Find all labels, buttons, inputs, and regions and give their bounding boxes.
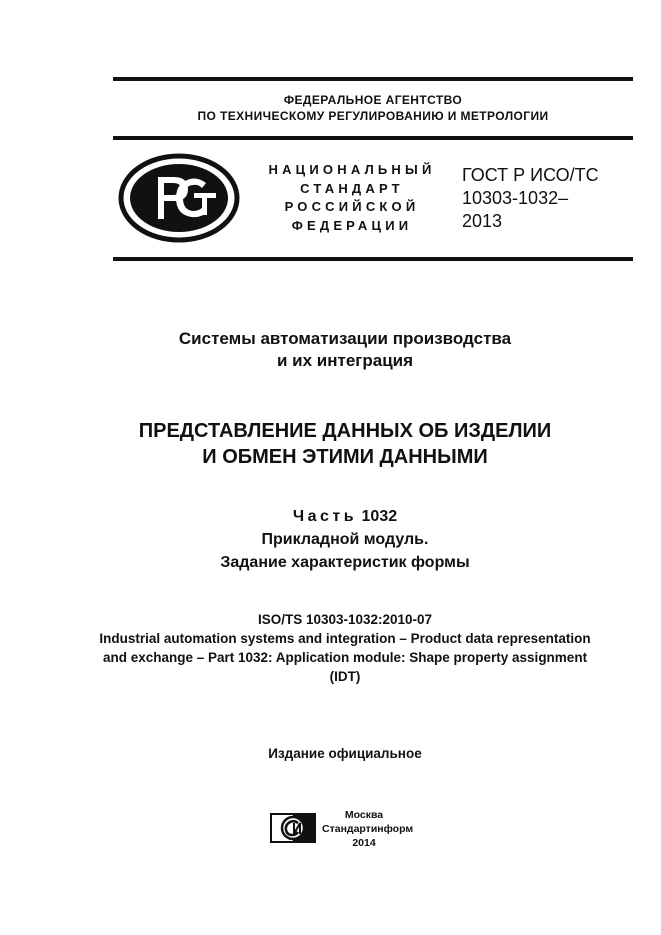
part-label: Часть [292,508,358,525]
standartinform-logo-icon [270,813,316,843]
rst-certification-logo-icon [118,153,240,243]
gost-line-3: 2013 [462,211,503,231]
national-line-4: ФЕДЕРАЦИИ [291,217,413,233]
agency-header [113,92,633,124]
standard-rule [113,257,633,261]
iso-line-1: Industrial automation systems and integration – Product data representation [99,631,591,646]
main-title-line-1: ПРЕДСТАВЛЕНИЕ ДАННЫХ ОБ ИЗДЕЛИИ [138,420,552,442]
iso-line-3: (IDT) [329,669,361,684]
main-title-line-2: И ОБМЕН ЭТИМИ ДАННЫМИ [202,446,488,468]
national-standard-label [247,161,457,235]
part-number: 1032 [361,508,398,525]
agency-line-2: ПО ТЕХНИЧЕСКОМУ РЕГУЛИРОВАНИЮ И МЕТРОЛОГИИ [197,109,549,123]
gost-designation [462,164,632,233]
series-title [20,328,661,372]
iso-reference [20,610,661,686]
header-rule [113,136,633,140]
national-line-1: НАЦИОНАЛЬНЫЙ [268,162,436,177]
publisher-year: 2014 [352,837,376,849]
national-line-3: РОССИЙСКОЙ [284,199,420,214]
edition-label: Издание официальное [268,746,422,761]
series-title-line-2: и их интеграция [276,351,414,370]
gost-line-2: 10303-1032– [462,188,569,208]
iso-code: ISO/TS 10303-1032:2010-07 [257,612,433,627]
part-heading [20,505,661,528]
agency-line-1: ФЕДЕРАЛЬНОЕ АГЕНТСТВО [283,93,463,107]
publisher-name: Стандартинформ [322,823,414,835]
part-title [20,505,661,574]
publisher-city: Москва [344,809,384,821]
series-title-line-1: Системы автоматизации производства [178,329,512,348]
publisher-block [322,808,414,850]
part-line-3: Задание характеристик формы [220,554,470,571]
gost-line-1: ГОСТ Р ИСО/ТС [462,165,599,185]
iso-line-2: and exchange – Part 1032: Application module: Shape property assignment [102,650,588,665]
part-line-2: Прикладной модуль. [261,531,429,548]
main-title [20,418,661,470]
top-rule [113,77,633,81]
national-line-2: СТАНДАРТ [300,180,404,196]
